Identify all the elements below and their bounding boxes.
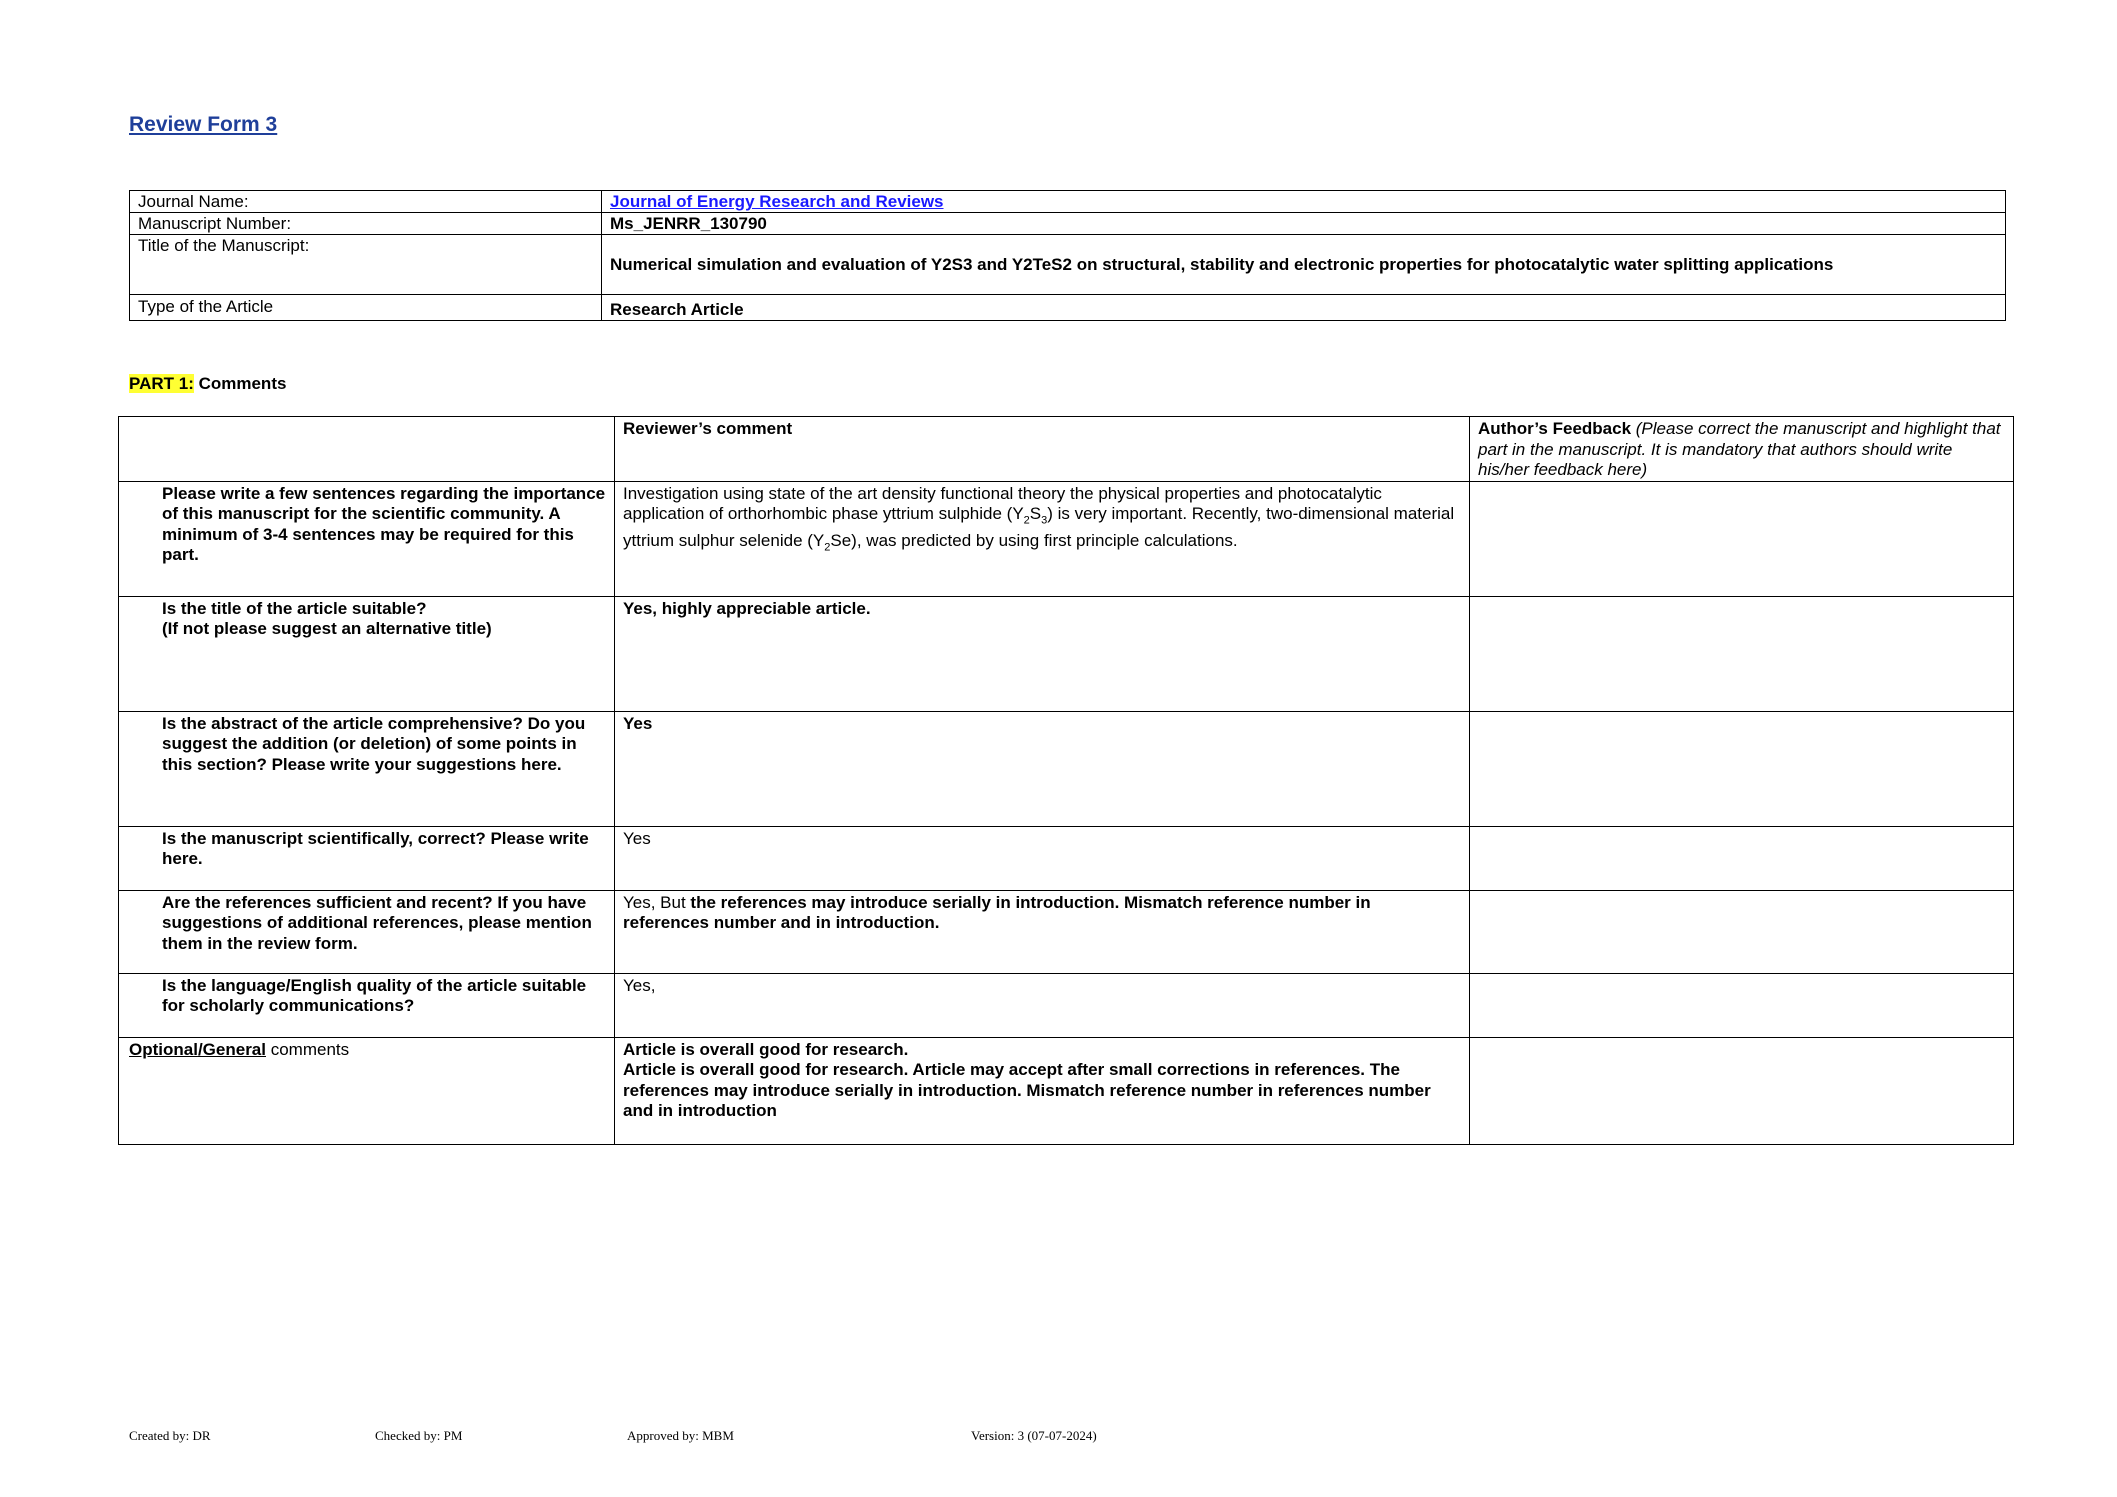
part-title: Comments — [193, 374, 287, 393]
comments-label: comments — [266, 1039, 350, 1059]
author-feedback-title: Author’s Feedback — [1478, 419, 1632, 438]
journal-link[interactable]: Journal of Energy Research and Reviews — [610, 192, 944, 211]
question-cell: Is the title of the article suitable? (If not please suggest an alternative title) — [119, 596, 615, 711]
reviewer-answer-cell — [615, 481, 1470, 596]
answer-text: Investigation using state of the art density functional theory the physical properties and photocatalytic application of orthorhombic phase yttrium sulphide (Y — [623, 483, 1382, 523]
manuscript-number-row — [130, 213, 2006, 235]
table-row — [119, 596, 2014, 711]
article-type-value: Research Article — [602, 295, 2006, 321]
answer-subscript: 3 — [1041, 514, 1048, 527]
optional-label: Optional — [129, 1039, 198, 1059]
reviewer-comment-header: Reviewer’s comment — [615, 417, 1470, 482]
article-type-label: Type of the Article — [130, 295, 602, 321]
comments-table — [118, 416, 2014, 1145]
question-cell: Is the language/English quality of the article suitable for scholarly communications? — [119, 973, 615, 1037]
answer-text: Yes, But — [623, 892, 691, 912]
author-feedback-cell[interactable] — [1470, 711, 2014, 826]
answer-text: ) is very important. Recently, two-dimensional material yttrium sulphur selenide (Y — [623, 504, 1455, 550]
reviewer-answer-cell: Yes — [615, 711, 1470, 826]
author-feedback-cell[interactable] — [1470, 1037, 2014, 1144]
manuscript-title-value: Numerical simulation and evaluation of Y2S3 and Y2TeS2 on structural, stability and electronic properties for photocatalytic water splitting applications — [602, 235, 2006, 295]
reviewer-answer-cell: Yes — [615, 826, 1470, 890]
reviewer-answer-cell: Yes, — [615, 973, 1470, 1037]
comments-header-row — [119, 417, 2014, 482]
journal-row — [130, 191, 2006, 213]
optional-comments-row — [119, 1037, 2014, 1144]
question-cell: Please write a few sentences regarding the importance of this manuscript for the scientific community. A minimum of 3-4 sentences may be required for this part. — [119, 481, 615, 596]
author-feedback-cell[interactable] — [1470, 596, 2014, 711]
manuscript-title-label: Title of the Manuscript: — [130, 235, 602, 295]
optional-answer-line: Article is overall good for research. Article may accept after small corrections in references. The references may introduce serially in introduction. Mismatch reference number in references number and in introduction — [623, 1060, 1431, 1120]
journal-label: Journal Name: — [130, 191, 602, 213]
optional-answer-line: Article is overall good for research. — [623, 1039, 909, 1059]
table-row — [119, 826, 2014, 890]
manuscript-number-label: Manuscript Number: — [130, 213, 602, 235]
manuscript-title-row — [130, 235, 2006, 295]
author-feedback-cell[interactable] — [1470, 481, 2014, 596]
part-heading — [129, 374, 286, 394]
reviewer-answer-cell: Yes, highly appreciable article. — [615, 596, 1470, 711]
answer-subscript: 2 — [824, 541, 831, 554]
optional-comments-label — [119, 1037, 615, 1144]
author-feedback-cell[interactable] — [1470, 890, 2014, 973]
manuscript-number-value: Ms_JENRR_130790 — [602, 213, 2006, 235]
manuscript-info-table — [129, 190, 2006, 321]
answer-subscript: 2 — [1023, 514, 1030, 527]
question-cell: Are the references sufficient and recent? If you have suggestions of additional references, please mention them in the review form. — [119, 890, 615, 973]
table-row — [119, 481, 2014, 596]
header-empty-cell — [119, 417, 615, 482]
question-cell: Is the abstract of the article comprehensive? Do you suggest the addition (or deletion) of some points in this section? Please write your suggestions here. — [119, 711, 615, 826]
page-title[interactable]: Review Form 3 — [129, 113, 278, 136]
journal-value-cell — [602, 191, 2006, 213]
answer-text-bold: the references may introduce serially in introduction. Mismatch reference number in references number and in introduction. — [623, 892, 1371, 932]
general-label: /General — [197, 1039, 266, 1059]
footer-approved: Approved by: MBM — [627, 1428, 734, 1443]
optional-answer-cell — [615, 1037, 1470, 1144]
article-type-row — [130, 295, 2006, 321]
footer-created: Created by: DR — [129, 1428, 211, 1443]
table-row — [119, 890, 2014, 973]
author-feedback-cell[interactable] — [1470, 826, 2014, 890]
part-label: PART 1: — [129, 374, 194, 393]
author-feedback-note: (Please correct the manuscript and highlight that part in the manuscript. It is mandatory that authors should write his/her feedback here) — [1478, 419, 2001, 479]
reviewer-answer-cell — [615, 890, 1470, 973]
question-cell: Is the manuscript scientifically, correct? Please write here. — [119, 826, 615, 890]
footer-checked: Checked by: PM — [375, 1428, 463, 1443]
answer-text: S — [1029, 504, 1042, 523]
answer-text: Se), was predicted by using first principle calculations. — [830, 530, 1238, 550]
table-row — [119, 711, 2014, 826]
footer-version: Version: 3 (07-07-2024) — [971, 1428, 1097, 1443]
table-row — [119, 973, 2014, 1037]
author-feedback-header — [1470, 417, 2014, 482]
author-feedback-cell[interactable] — [1470, 973, 2014, 1037]
